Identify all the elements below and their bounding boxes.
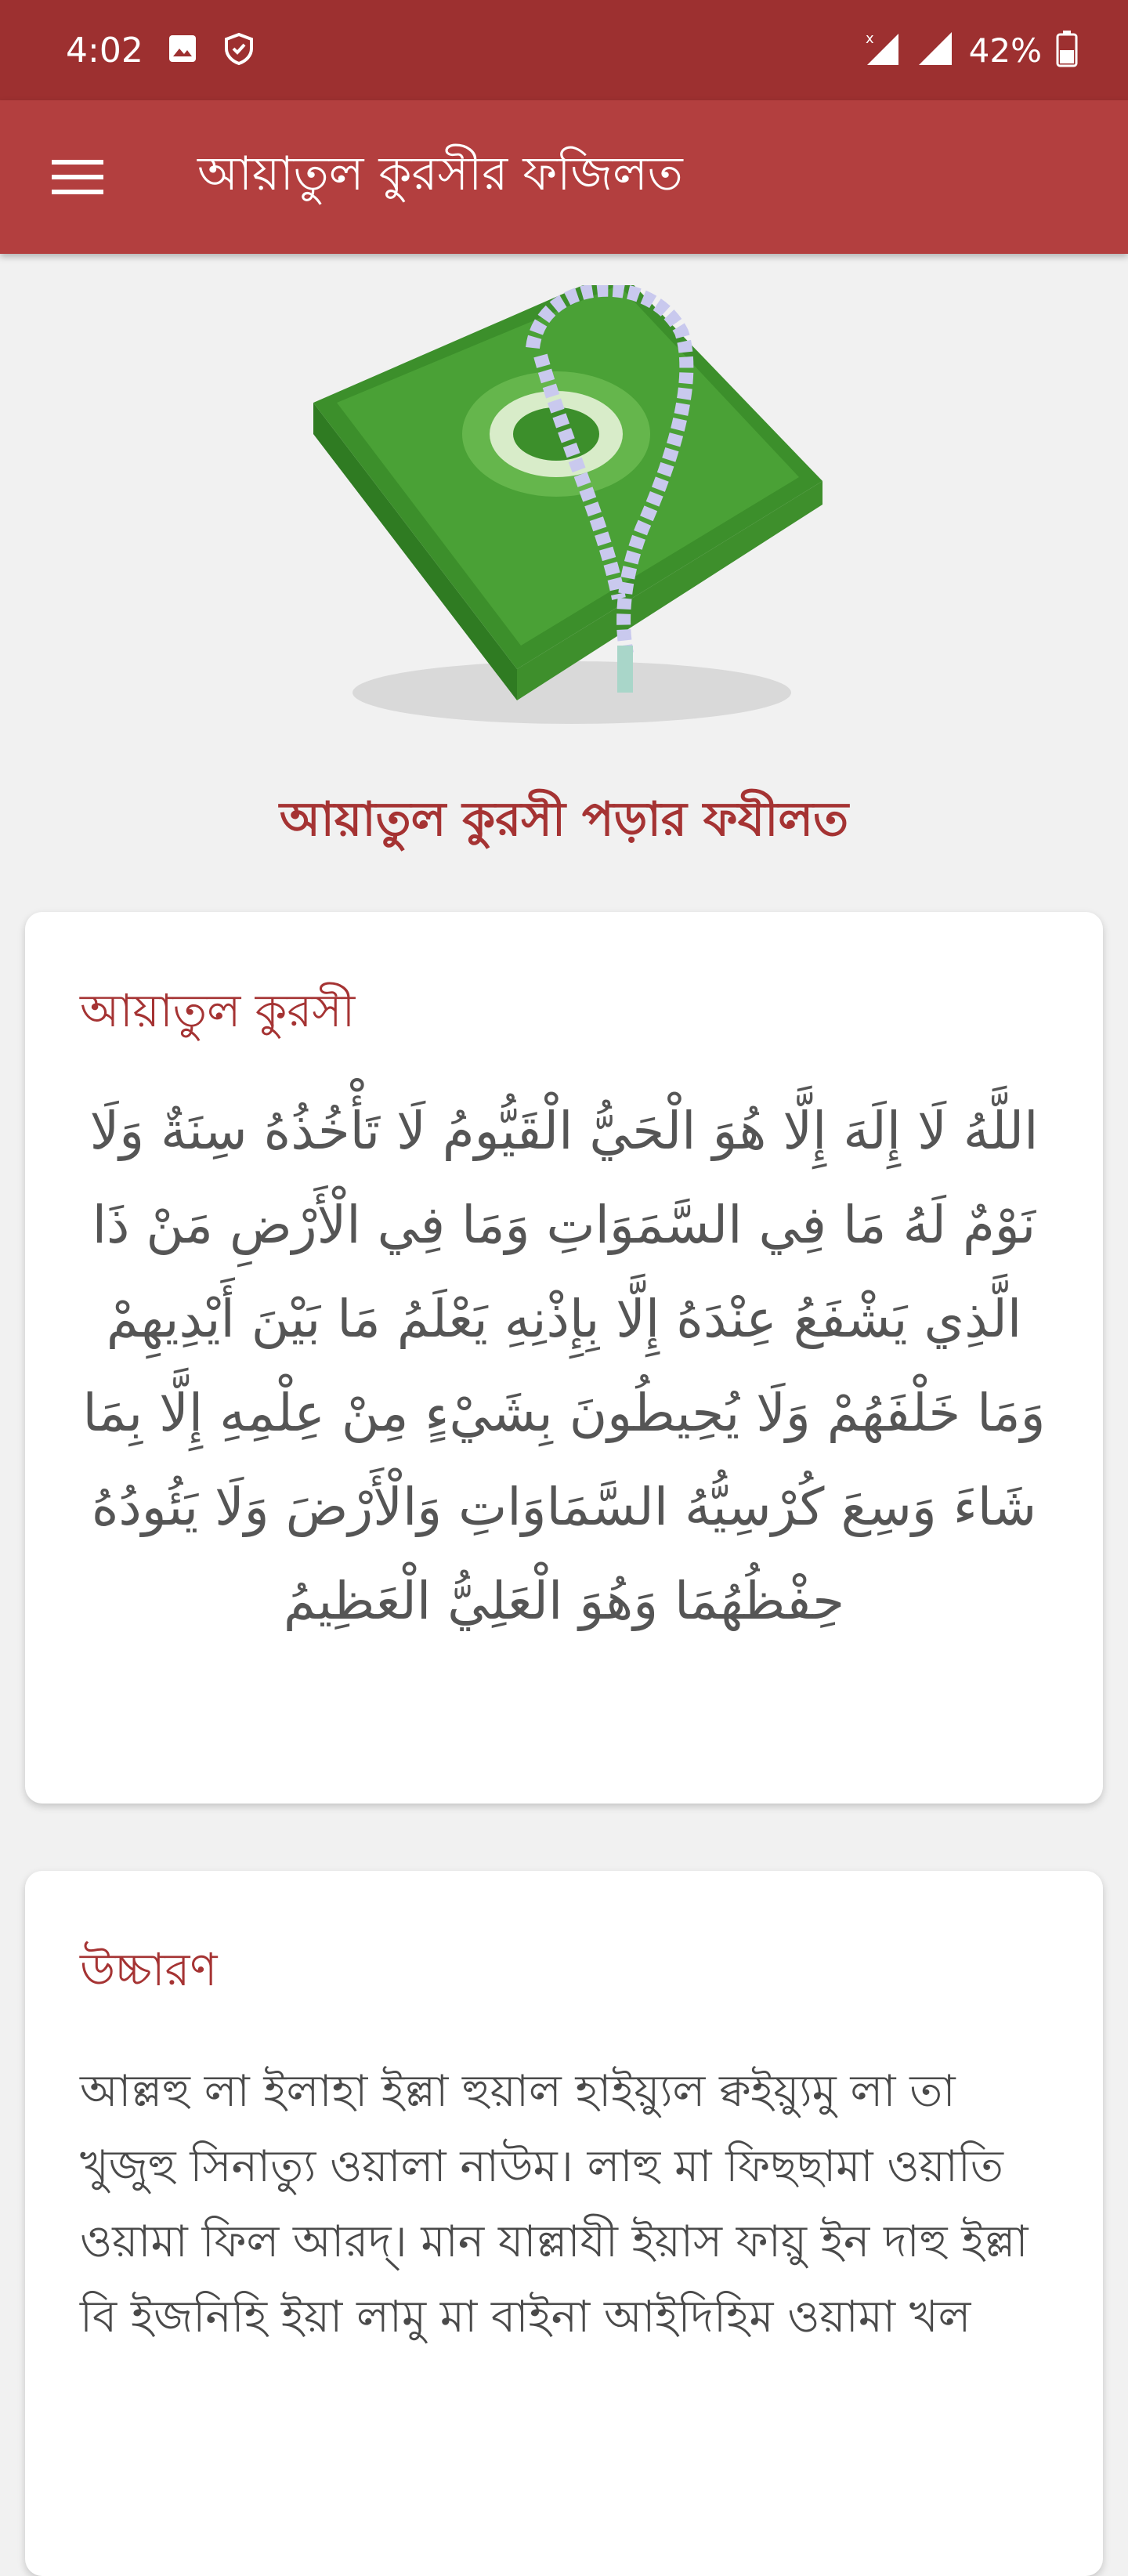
quran-book-image bbox=[306, 285, 838, 755]
app-title: আয়াতুল কুরসীর ফজিলত bbox=[197, 147, 683, 201]
battery-percent: 42% bbox=[968, 31, 1042, 70]
pronunciation-text: আল্লহু লা ইলাহা ইল্লা হুয়াল হাইয়্যুল ক্বইয়্যুমু লা তা খুজুহু সিনাত্যু ওয়ালা নাউম। লাহু মা ফিছছামা ওয়াতি ওয়ামা ফিল আরদ্। মান যাল্লাযী ইয়াস ফায়ু ইন দাহু ইল্লা বি ইজনিহি ইয়া লামু মা বাইনা আইদিহিম ওয়ামা খল bbox=[80, 2066, 1029, 2343]
shield-icon bbox=[222, 31, 256, 69]
svg-text:x: x bbox=[865, 31, 874, 47]
ayat-card bbox=[25, 912, 1103, 1804]
pronunciation-card bbox=[25, 1871, 1103, 2576]
signal-x-icon bbox=[862, 29, 902, 71]
ayat-card-title: আয়াতুল কুরসী bbox=[80, 984, 356, 1037]
battery-icon bbox=[1056, 30, 1078, 71]
status-bar bbox=[0, 0, 1128, 100]
arabic-verse-text: اللَّهُ لَا إِلَهَ إِلَّا هُوَ الْحَيُّ الْقَيُّومُ لَا تَأْخُذُهُ سِنَةٌ وَلَا نَوْمٌ لَهُ مَا فِي السَّمَوَاتِ وَمَا فِي الْأَرْضِ مَنْ ذَا الَّذِي يَشْفَعُ عِنْدَهُ إِلَّا بِإِذْنِهِ يَعْلَمُ مَا بَيْنَ أَيْدِيهِمْ وَمَا خَلْفَهُمْ وَلَا يُحِيطُونَ بِشَيْءٍ مِنْ عِلْمِهِ إِلَّا بِمَا شَاءَ وَسِعَ كُرْسِيُّهُ السَّمَاوَاتِ وَالْأَرْضَ وَلَا يَئُودُهُ حِفْظُهُمَا وَهُوَ الْعَلِيُّ الْعَظِيمُ bbox=[82, 1101, 1046, 1631]
signal-icon bbox=[916, 29, 955, 71]
section-heading: আয়াতুল কুরসী পড়ার ফযীলত bbox=[279, 792, 849, 847]
hero-section bbox=[0, 254, 1128, 755]
pronunciation-card-title: উচ্চারণ bbox=[80, 1943, 218, 1996]
image-icon bbox=[167, 33, 198, 67]
hamburger-menu-icon[interactable] bbox=[49, 148, 107, 206]
app-bar bbox=[0, 100, 1128, 254]
status-time: 4:02 bbox=[66, 30, 143, 71]
